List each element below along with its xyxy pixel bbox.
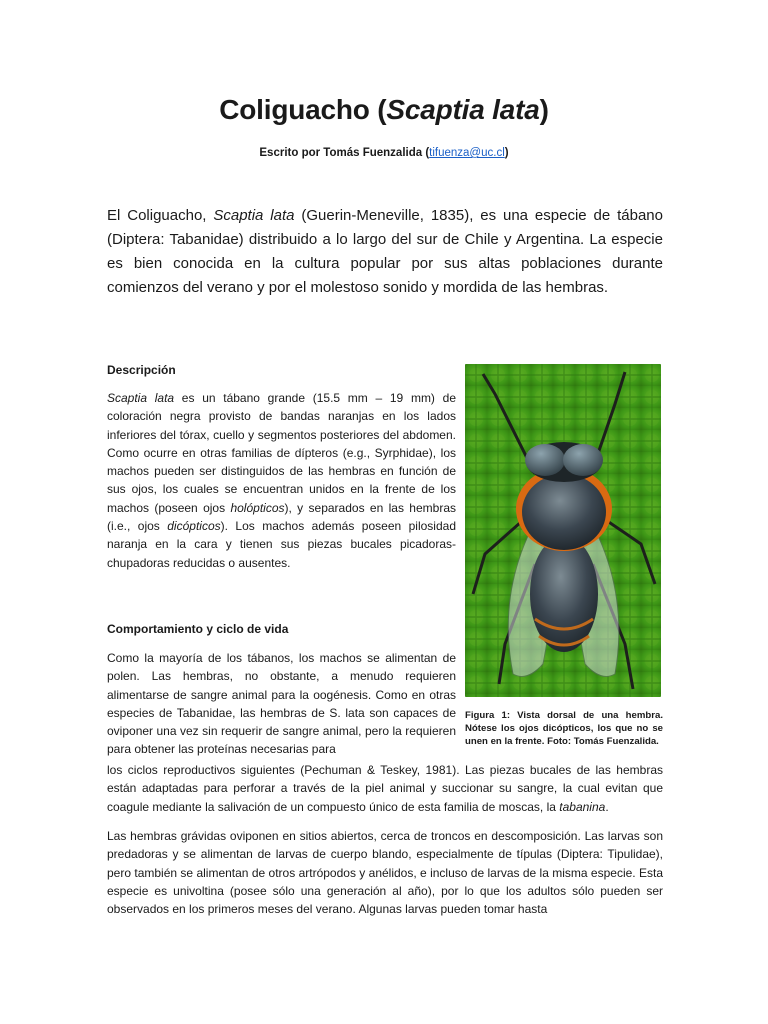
- intro-paragraph: [107, 204, 663, 300]
- comp-text-a: los ciclos reproductivos siguientes (Pechuman & Teskey, 1981). Las piezas bucales de las hembras están adaptadas para perforar a través de la piel animal y succionar su sangre, la cual evitan que coagule mediante la salivación de un compuesto único de esta familia de moscas, la: [107, 763, 663, 814]
- comp-tabanina-italic: tabanina: [559, 799, 606, 814]
- intro-text-2: (Guerin-Meneville, 1835), es una especie de tábano (Diptera: Tabanidae) distribuido a lo largo del sur de Chile y Argentina. La especie es bien conocida en la cultura popular por sus altas poblaciones durante comienzos del verano y por el molestoso sonido y mordida de las hembras.: [107, 207, 663, 296]
- fly-photo: [465, 364, 661, 697]
- desc-text-1: es un tábano grande (15.5 mm – 19 mm) de coloración negra provisto de bandas naranjas en los lados inferiores del tórax, cuello y segmentos posteriores del abdomen. Como ocurre en otras familias de dípteros (e.g., Syrphidae), los machos pueden ser distinguidos de las hembras en función de sus ojos, los cuales se encuentran unidos en la frente de los machos (poseen ojos: [107, 391, 456, 515]
- desc-text-2: ), y separados en las hembras (i.e., ojos: [107, 500, 456, 534]
- intro-species-italic: Scaptia lata: [213, 207, 295, 224]
- descripcion-paragraph: [107, 389, 456, 572]
- comp-text-b: .: [605, 799, 609, 814]
- section-heading-comportamiento: Comportamiento y ciclo de vida: [107, 622, 289, 636]
- title-main: Coliguacho (: [219, 94, 387, 125]
- fly-photo-image: [465, 364, 661, 697]
- title-italic: Scaptia lata: [386, 94, 540, 125]
- desc-text-3: ). Los machos además poseen pilosidad naranja en la cara y tienen sus piezas bucales picadoras-chupadoras reducidas o ausentes.: [107, 519, 456, 570]
- comportamiento-paragraph-continued: [107, 761, 663, 816]
- desc-dicopticos-italic: dicópticos: [167, 519, 221, 534]
- byline-suffix: ): [504, 147, 509, 159]
- page-title: [0, 94, 768, 126]
- desc-species-italic: Scaptia lata: [107, 391, 175, 405]
- desc-holopticos-italic: holópticos: [230, 500, 285, 515]
- reproduccion-paragraph: Las hembras grávidas oviponen en sitios abiertos, cerca de troncos en descomposición. Las larvas son predadoras y se alimentan de larvas de cuerpo blando, especialmente de típulas (Diptera: Tipulidae), pero también se alimentan de otros artrópodos y anélidos, e incluso de larvas de la misma especie. Esta especie es univoltina (posee sólo una generación al año), por lo que los adultos sólo pueden ser observados en los primeros meses del verano. Algunas larvas pueden tomar hasta: [107, 829, 663, 917]
- title-end: ): [539, 94, 549, 125]
- intro-text-1: El Coliguacho,: [107, 207, 214, 224]
- figure-caption: Figura 1: Vista dorsal de una hembra. Nótese los ojos dicópticos, los que no se unen en la frente. Foto: Tomás Fuenzalida.: [465, 710, 663, 748]
- comportamiento-paragraph: Como la mayoría de los tábanos, los machos se alimentan de polen. Las hembras, no obstante, a menudo requieren alimentarse de sangre animal para la oogénesis. Como en otras especies de Tabanidae, las hembras de S. lata son capaces de oviponer una vez sin requerir de sangre animal, pero la requieren para obtener las proteínas necesarias para: [107, 651, 456, 757]
- section-heading-descripcion: Descripción: [107, 363, 176, 377]
- byline: [0, 147, 768, 159]
- author-email-link[interactable]: tifuenza@uc.cl: [429, 147, 505, 159]
- byline-prefix: Escrito por Tomás Fuenzalida (: [259, 147, 430, 159]
